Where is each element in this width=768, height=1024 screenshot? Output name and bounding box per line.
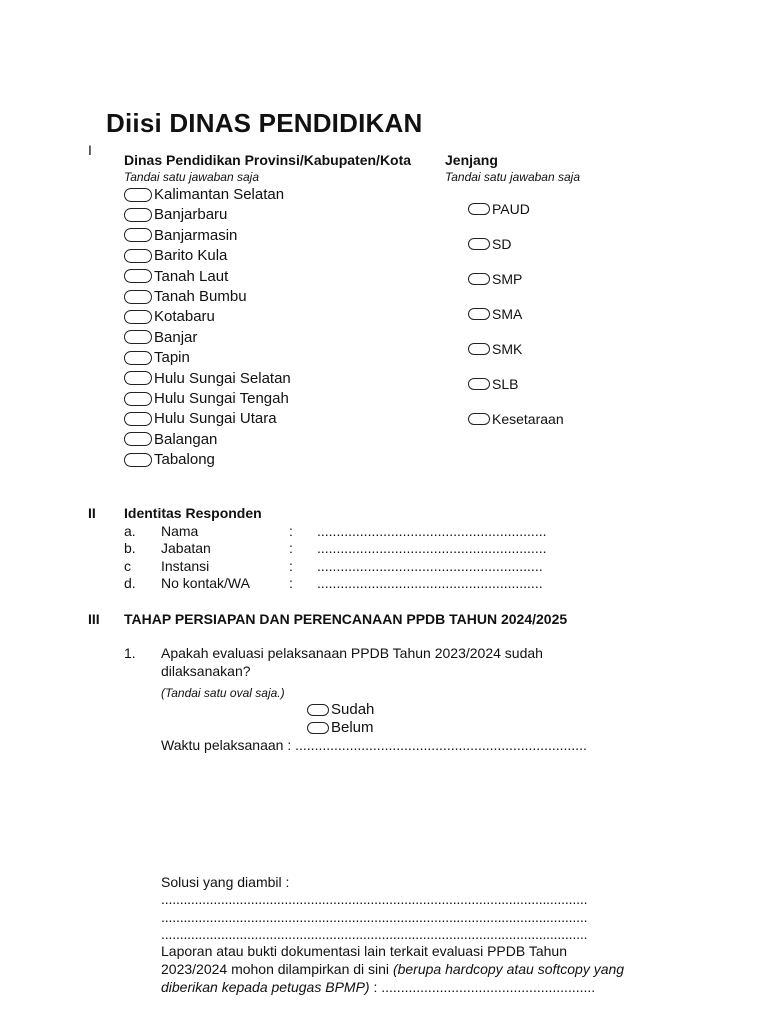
radio-oval-icon[interactable] — [468, 203, 490, 215]
level-label: SMP — [492, 271, 523, 287]
radio-oval-icon[interactable] — [124, 453, 152, 467]
district-option[interactable] — [124, 268, 228, 285]
radio-oval-icon[interactable] — [468, 413, 490, 425]
waktu-label: Waktu pelaksanaan : — [161, 737, 296, 753]
respondent-field-letter: a. — [124, 523, 136, 539]
district-option[interactable] — [124, 288, 247, 305]
level-option[interactable] — [468, 411, 564, 427]
district-option[interactable] — [124, 451, 215, 468]
section-3-number: III — [88, 611, 100, 627]
district-label: Banjarbaru — [154, 206, 228, 224]
respondent-field-dots[interactable]: ........................................................... — [317, 523, 547, 539]
radio-oval-icon[interactable] — [124, 249, 152, 263]
radio-oval-icon[interactable] — [124, 392, 152, 406]
laporan-line-2: 2023/2024 mohon dilampirkan di sini (berupa hardcopy atau softcopy yang — [161, 961, 625, 977]
district-instruction: Tandai satu jawaban saja — [124, 170, 259, 184]
respondent-field-letter: d. — [124, 574, 136, 591]
question-1-line-2: dilaksanakan? — [161, 663, 251, 679]
section-2-number: II — [88, 505, 96, 521]
district-label: Barito Kula — [154, 247, 228, 265]
radio-oval-icon[interactable] — [124, 269, 152, 283]
level-label: SMK — [492, 341, 523, 357]
district-option[interactable] — [124, 390, 289, 407]
level-option[interactable] — [468, 236, 511, 252]
laporan-line-3[interactable]: diberikan kepada petugas BPMP) : ....................................................... — [161, 979, 596, 995]
radio-oval-icon[interactable] — [124, 351, 152, 365]
level-option[interactable] — [468, 341, 522, 357]
radio-oval-icon[interactable] — [124, 228, 152, 242]
level-option[interactable] — [468, 306, 522, 322]
district-option[interactable] — [124, 227, 237, 244]
respondent-field-colon: : — [289, 523, 293, 539]
district-label: Hulu Sungai Utara — [154, 410, 277, 428]
option-sudah[interactable]: Sudah — [307, 701, 374, 718]
district-option[interactable] — [124, 329, 197, 346]
section-3-header: TAHAP PERSIAPAN DAN PERENCANAAN PPDB TAHUN 2024/2025 — [124, 611, 568, 627]
radio-oval-icon[interactable] — [468, 238, 490, 250]
respondent-field-colon: : — [289, 540, 293, 557]
level-label: SLB — [492, 376, 519, 392]
district-label: Tapin — [154, 349, 190, 367]
district-label: Hulu Sungai Tengah — [154, 390, 289, 407]
radio-oval-icon[interactable] — [124, 290, 152, 304]
district-label: Banjar — [154, 328, 198, 346]
respondent-field-dots[interactable]: .......................................................... — [317, 574, 543, 591]
level-label: Kesetaraan — [492, 411, 564, 427]
radio-oval-icon[interactable] — [124, 188, 152, 202]
respondent-field-dots[interactable]: ........................................................... — [317, 540, 547, 557]
district-header: Dinas Pendidikan Provinsi/Kabupaten/Kota — [124, 152, 412, 168]
radio-oval-icon[interactable] — [307, 722, 329, 734]
section-1-number: I — [88, 142, 92, 158]
district-option[interactable] — [124, 431, 217, 448]
radio-oval-icon[interactable] — [468, 343, 490, 355]
level-option[interactable] — [468, 376, 518, 392]
level-header: Jenjang — [445, 152, 498, 168]
district-label: Balangan — [154, 430, 218, 448]
level-option[interactable] — [468, 201, 530, 217]
respondent-field-label: Nama — [161, 523, 199, 539]
radio-oval-icon[interactable] — [124, 432, 152, 446]
page-title: Diisi DINAS PENDIDIKAN — [106, 108, 423, 138]
level-label: PAUD — [492, 201, 530, 217]
level-option[interactable] — [468, 271, 522, 287]
question-1-number: 1. — [124, 645, 136, 661]
solusi-label: Solusi yang diambil : — [161, 874, 290, 890]
level-label: SMA — [492, 306, 523, 322]
question-1-instruction: (Tandai satu oval saja.) — [161, 686, 285, 700]
laporan-line-1: Laporan atau bukti dokumentasi lain terkait evaluasi PPDB Tahun — [161, 943, 567, 959]
radio-oval-icon[interactable] — [468, 378, 490, 390]
district-option[interactable] — [124, 410, 277, 427]
district-label: Tabalong — [154, 451, 215, 469]
solusi-line-3[interactable]: .................................................................................................................. — [161, 926, 588, 942]
respondent-field-letter: c — [124, 557, 131, 574]
option-belum[interactable]: Belum — [307, 719, 374, 736]
waktu-field[interactable] — [161, 737, 587, 753]
respondent-field-dots[interactable]: .......................................................... — [317, 557, 543, 574]
respondent-field-letter: b. — [124, 540, 136, 557]
district-option[interactable] — [124, 308, 215, 325]
respondent-field-label: No kontak/WA — [161, 574, 250, 591]
respondent-field-label: Instansi — [161, 557, 210, 574]
district-option[interactable] — [124, 247, 227, 264]
district-option[interactable] — [124, 206, 227, 223]
radio-oval-icon[interactable] — [124, 330, 152, 344]
solusi-line-2[interactable]: .................................................................................................................. — [161, 909, 588, 925]
radio-oval-icon[interactable] — [124, 371, 152, 385]
radio-oval-icon[interactable] — [124, 208, 152, 222]
respondent-field-label: Jabatan — [161, 540, 211, 557]
district-label: Kotabaru — [154, 308, 215, 326]
radio-oval-icon[interactable] — [307, 704, 329, 716]
district-option[interactable] — [124, 370, 291, 387]
level-instruction: Tandai satu jawaban saja — [445, 170, 580, 184]
solusi-line-1[interactable]: .................................................................................................................. — [161, 891, 588, 907]
district-label: Tanah Bumbu — [154, 288, 247, 305]
radio-oval-icon[interactable] — [124, 310, 152, 324]
district-option[interactable] — [124, 186, 284, 203]
waktu-dots: ........................................................................... — [295, 737, 587, 753]
district-label: Kalimantan Selatan — [154, 186, 285, 203]
respondent-field-colon: : — [289, 574, 293, 591]
respondent-header: Identitas Responden — [124, 505, 262, 521]
radio-oval-icon[interactable] — [468, 308, 490, 320]
radio-oval-icon[interactable] — [468, 273, 490, 285]
district-option[interactable] — [124, 349, 190, 366]
question-1-line-1: Apakah evaluasi pelaksanaan PPDB Tahun 2023/2024 sudah — [161, 645, 543, 661]
level-label: SD — [492, 236, 512, 252]
respondent-field-colon: : — [289, 557, 293, 574]
district-label: Tanah Laut — [154, 267, 229, 285]
district-label: Banjarmasin — [154, 226, 238, 244]
district-label: Hulu Sungai Selatan — [154, 369, 291, 387]
radio-oval-icon[interactable] — [124, 412, 152, 426]
